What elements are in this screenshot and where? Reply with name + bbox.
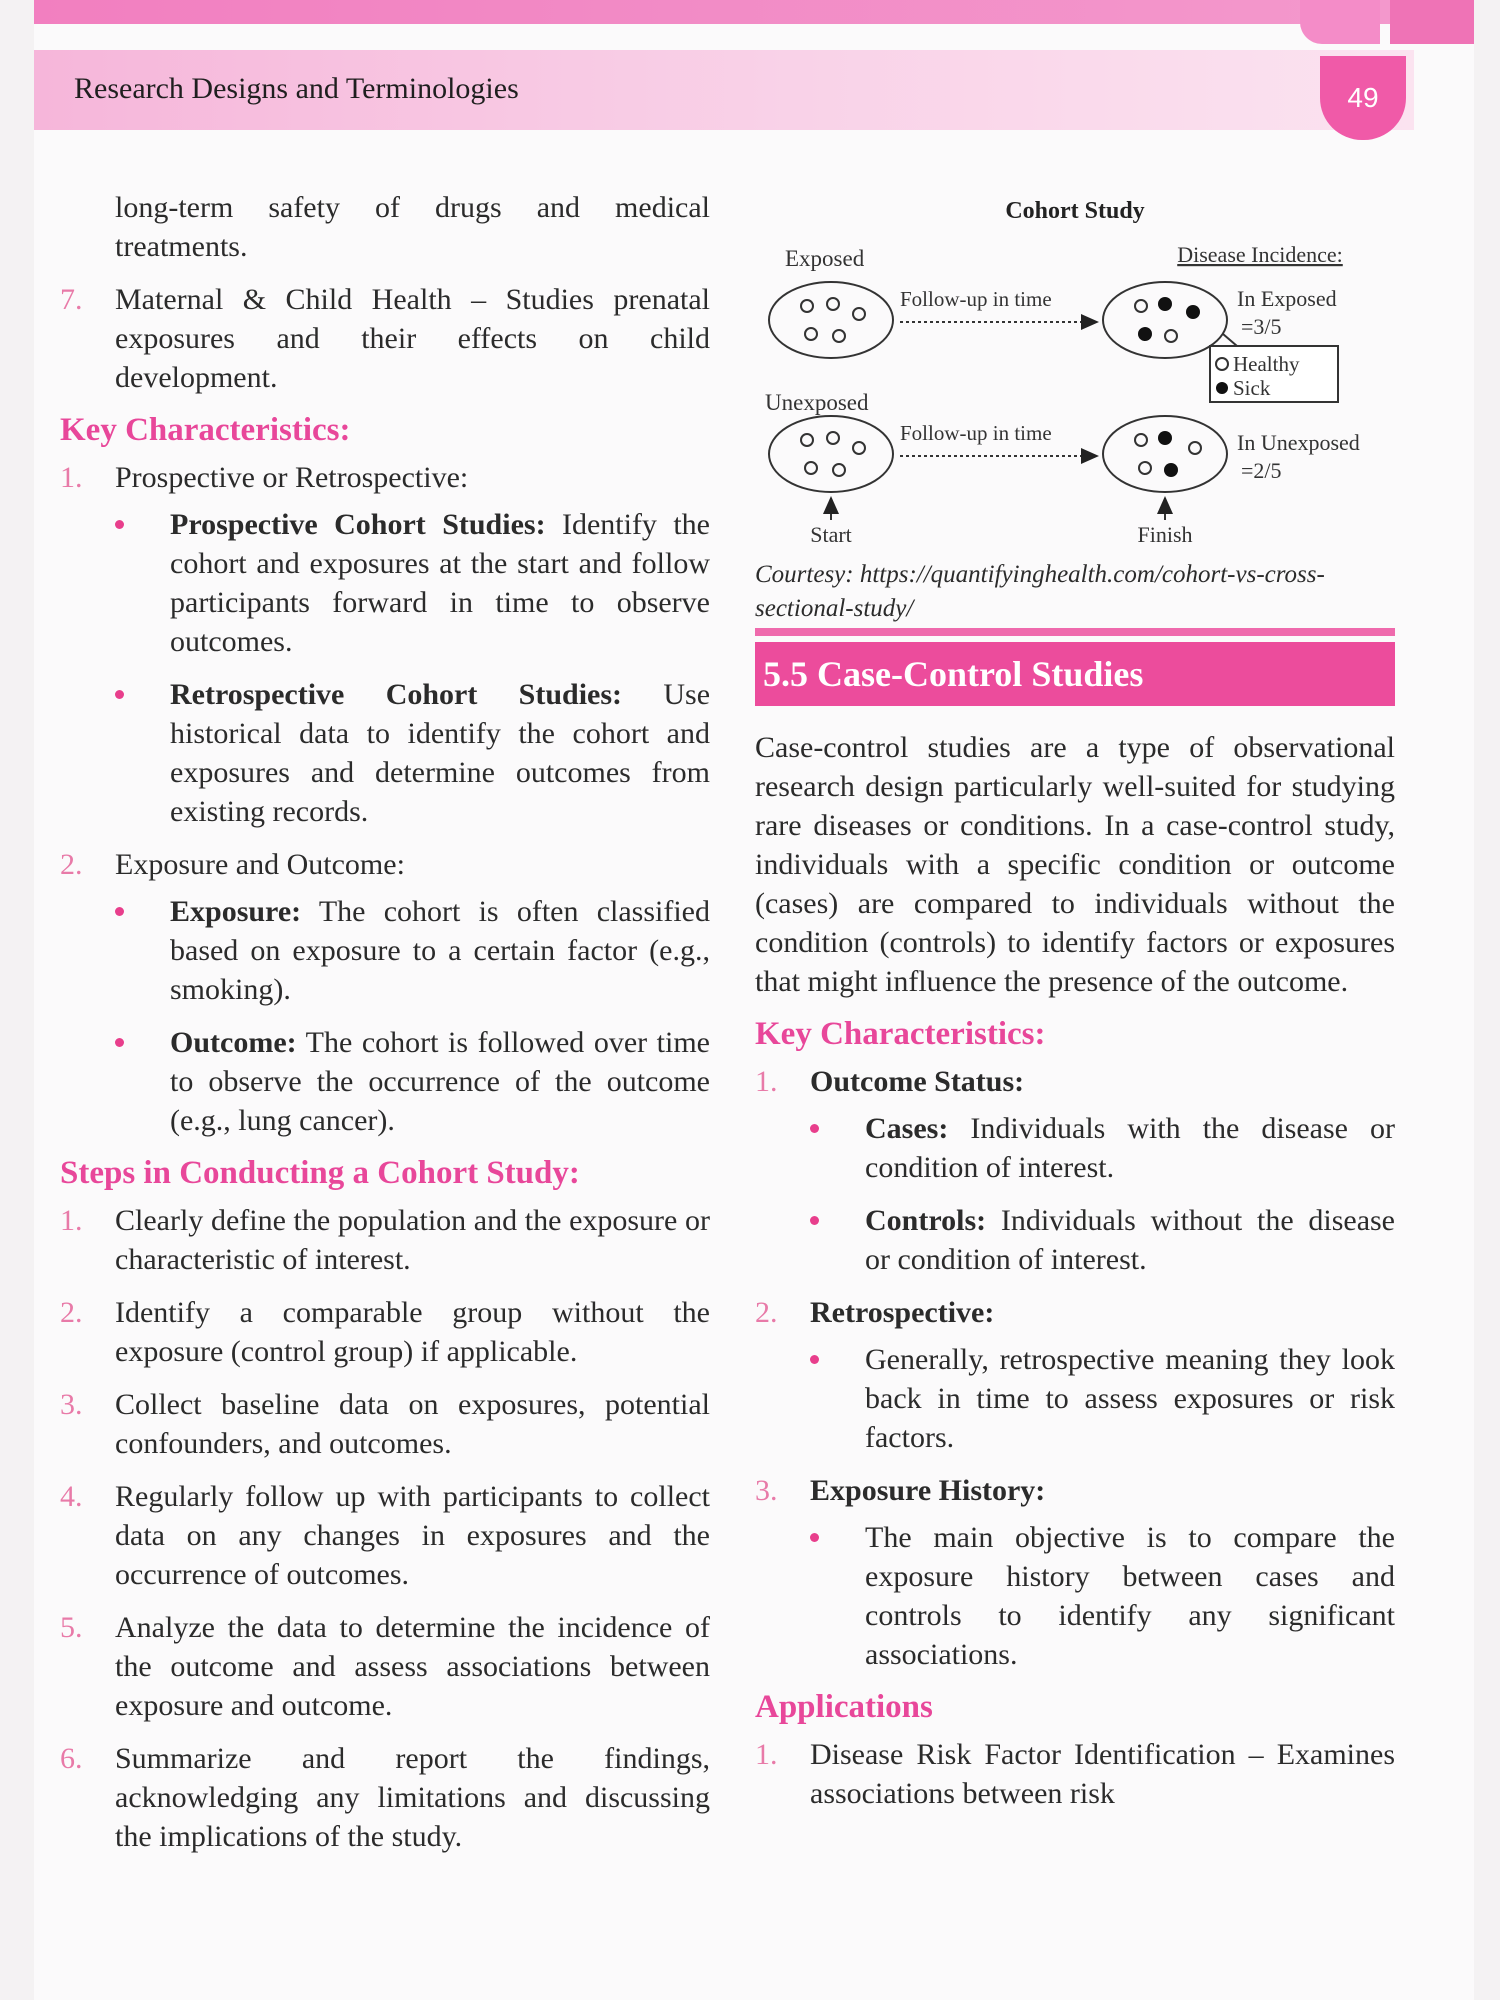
bullet-term: Cases: [865,1112,949,1145]
list-number: 2. [60,848,83,881]
exposed-finish-group [1103,282,1227,358]
application-item-1 [755,1735,1395,1813]
in-exposed-label: In Exposed [1237,286,1337,311]
section-rule [755,628,1395,636]
cohort-diagram [755,188,1395,608]
healthy-dot [805,328,817,340]
exposure-history-item [755,1471,1395,1510]
list-text: Exposure History: [810,1474,1046,1507]
bullet-dot [810,1355,819,1364]
bullet-text: Identify the cohort and exposures at the start and follow participants forward in time to observe outcomes. [170,508,710,658]
step-item [60,1201,710,1279]
healthy-dot [853,442,865,454]
list-number: 1. [60,461,83,494]
healthy-dot [833,330,845,342]
healthy-dot [833,464,845,476]
list-number: 7. [60,283,83,316]
healthy-dot [805,462,817,474]
list-text: Retrospective: [810,1296,995,1329]
bullet-dot [115,520,124,529]
bullet-text: Individuals with the disease or condition of interest. [865,1112,1395,1184]
top-tab-decor-2 [1390,0,1474,44]
right-column [755,188,1395,1827]
healthy-dot [1135,300,1147,312]
bullet-controls [810,1201,1395,1279]
healthy-dot [827,432,839,444]
bullet-term: Outcome: [170,1026,297,1059]
list-text: Disease Risk Factor Identification – Examines associations between risk [810,1738,1395,1810]
list-text: Collect baseline data on exposures, potential confounders, and outcomes. [115,1388,710,1460]
start-label: Start [810,522,852,547]
healthy-dot [1165,330,1177,342]
bullet-prospective [115,505,710,661]
key-characteristics-heading: Key Characteristics: [60,412,351,448]
pointer-line [1223,334,1237,346]
key-characteristics-heading-right: Key Characteristics: [755,1016,1046,1052]
list-number: 2. [755,1296,778,1329]
bullet-exposure-history [810,1518,1395,1674]
bullet-term: Controls: [865,1204,987,1237]
applications-heading: Applications [755,1689,933,1725]
characteristic-1 [60,458,710,497]
top-band [34,0,1474,24]
bullet-dot [115,1038,124,1047]
list-text: Outcome Status: [810,1065,1025,1098]
outcome-status-item [755,1062,1395,1101]
healthy-dot [827,298,839,310]
characteristic-2 [60,845,710,884]
bullet-term: Exposure: [170,895,302,928]
bullet-retrospective [115,675,710,831]
unexposed-start-group [769,416,893,492]
list-number: 1. [60,1204,83,1237]
bullet-term: Prospective Cohort Studies: [170,508,546,541]
legend-sick-marker [1216,382,1228,394]
sick-dot [1158,297,1172,311]
in-unexposed-label: In Unexposed [1237,430,1360,455]
step-item [60,1293,710,1371]
list-number: 4. [60,1480,83,1513]
follow-up-label: Follow-up in time [900,421,1052,445]
figure-title: Cohort Study [1005,198,1145,224]
list-number: 6. [60,1742,83,1775]
running-header [34,50,1414,130]
list-text: Regularly follow up with participants to collect data on any changes in exposures and the occurrence of outcomes. [115,1480,710,1591]
list-number: 1. [755,1065,778,1098]
bullet-text: Use historical data to identify the cohort and exposures and determine outcomes from existing records. [170,678,711,828]
unexposed-finish-group [1103,416,1227,492]
bullet-text: The cohort is followed over time to observe the occurrence of the outcome (e.g., lung cancer). [170,1026,710,1137]
in-unexposed-value: =2/5 [1241,458,1282,483]
step-item [60,1739,710,1856]
list-text: Prospective or Retrospective: [115,461,469,494]
bullet-text: The main objective is to compare the exposure history between cases and controls to identify any significant associations. [865,1521,1395,1671]
page-number: 49 [1320,56,1406,140]
list-text: Clearly define the population and the exposure or characteristic of interest. [115,1204,710,1276]
disease-incidence-label: Disease Incidence: [1177,242,1343,267]
bullet-dot [810,1124,819,1133]
step-item [60,1385,710,1463]
list-item-7 [60,280,710,397]
healthy-dot [1135,434,1147,446]
bullet-text: Generally, retrospective meaning they look back in time to assess exposures or risk factors. [865,1343,1395,1454]
list-number: 2. [60,1296,83,1329]
case-control-paragraph: Case-control studies are a type of observational research design particularly well-suited for studying rare diseases or conditions. In a case-control study, individuals with a specific condition or outcome (cases) are compared to individuals without the condition (controls) to identify factors or exposures that might influence the presence of the outcome. [755,731,1395,998]
bullet-retrospective-meaning [810,1340,1395,1457]
list-number: 5. [60,1611,83,1644]
intro-text: long-term safety of drugs and medical treatments. [115,191,710,263]
unexposed-label: Unexposed [765,390,869,415]
healthy-dot [801,434,813,446]
legend-healthy: Healthy [1233,352,1300,376]
sick-dot [1158,431,1172,445]
bullet-term: Retrospective Cohort Studies: [170,678,623,711]
cohort-study-figure [755,188,1395,622]
bullet-dot [115,690,124,699]
step-item [60,1608,710,1725]
top-tab-decor [1300,0,1380,44]
list-number: 3. [755,1474,778,1507]
bullet-text: Individuals without the disease or condition of interest. [865,1204,1395,1276]
finish-label: Finish [1137,522,1193,547]
sick-dot [1186,305,1200,319]
bullet-cases [810,1109,1395,1187]
bullet-text: The cohort is often classified based on exposure to a certain factor (e.g., smoking). [170,895,710,1006]
legend-sick: Sick [1233,376,1271,400]
bullet-dot [810,1216,819,1225]
figure-caption: Courtesy: https://quantifyinghealth.com/cohort-vs-cross-sectional-study/ [755,561,1325,622]
list-text: Identify a comparable group without the exposure (control group) if applicable. [115,1296,710,1368]
bullet-dot [810,1533,819,1542]
follow-up-label: Follow-up in time [900,287,1052,311]
sick-dot [1138,327,1152,341]
list-text: Summarize and report the findings, acknowledging any limitations and discussing the implications of the study. [115,1742,710,1853]
left-column [60,188,710,1870]
healthy-dot [853,308,865,320]
bullet-exposure [115,892,710,1009]
healthy-dot [1139,462,1151,474]
list-text: Maternal & Child Health – Studies prenatal exposures and their effects on child development. [115,283,710,394]
bullet-dot [115,907,124,916]
step-item [60,1477,710,1594]
healthy-dot [801,300,813,312]
in-exposed-value: =3/5 [1241,314,1282,339]
running-header-title: Research Designs and Terminologies [74,72,519,105]
list-number: 1. [755,1738,778,1771]
healthy-dot [1189,442,1201,454]
steps-heading: Steps in Conducting a Cohort Study: [60,1155,580,1191]
bullet-outcome [115,1023,710,1140]
sick-dot [1164,463,1178,477]
exposed-label: Exposed [785,246,865,271]
list-text: Analyze the data to determine the incidence of the outcome and assess associations between exposure and outcome. [115,1611,710,1722]
list-number: 3. [60,1388,83,1421]
list-text: Exposure and Outcome: [115,848,405,881]
exposed-start-group [769,282,893,358]
section-title: 5.5 Case-Control Studies [755,642,1395,706]
retrospective-item [755,1293,1395,1332]
